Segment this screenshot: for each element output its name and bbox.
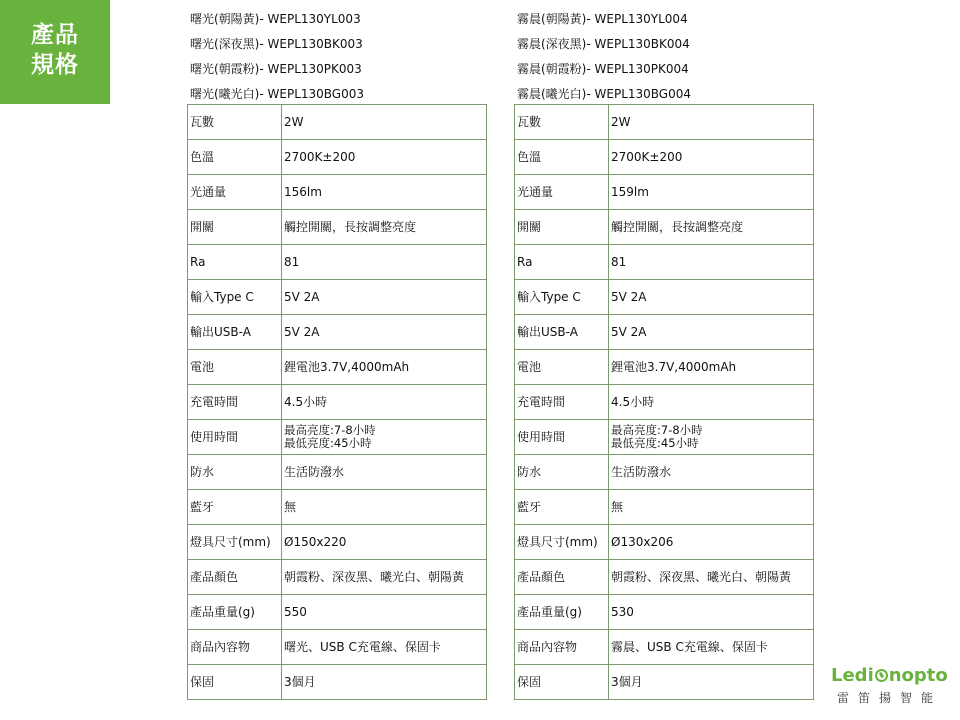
spec-value: 5V 2A xyxy=(282,280,487,315)
model-name: 霧晨(朝陽黃)- WEPL130YL004 xyxy=(517,12,688,26)
spec-value: 生活防潑水 xyxy=(609,455,814,490)
right-spec-table xyxy=(514,104,814,700)
spec-label: 電池 xyxy=(515,350,609,385)
spec-row xyxy=(188,455,487,490)
spec-label: 商品內容物 xyxy=(188,630,282,665)
spec-row xyxy=(515,420,814,455)
model-name: 霧晨(深夜黑)- WEPL130BK004 xyxy=(517,37,690,51)
spec-value: 156lm xyxy=(282,175,487,210)
spec-label: 光通量 xyxy=(188,175,282,210)
spec-value: 550 xyxy=(282,595,487,630)
spec-row xyxy=(515,630,814,665)
spec-row xyxy=(515,350,814,385)
spec-value: 朝霞粉、深夜黑、曦光白、朝陽黃 xyxy=(609,560,814,595)
badge-line-1: 產品 xyxy=(31,22,79,48)
spec-label: 色溫 xyxy=(515,140,609,175)
spec-label: 開關 xyxy=(188,210,282,245)
spec-label: 輸出USB-A xyxy=(188,315,282,350)
spec-value: 朝霞粉、深夜黑、曦光白、朝陽黃 xyxy=(282,560,487,595)
spec-row xyxy=(188,630,487,665)
spec-label: 輸入Type C xyxy=(188,280,282,315)
spec-value: 觸控開關，長按調整亮度 xyxy=(609,210,814,245)
spec-label: 瓦數 xyxy=(188,105,282,140)
spec-row xyxy=(515,525,814,560)
spec-label: 產品顏色 xyxy=(515,560,609,595)
spec-row xyxy=(188,175,487,210)
spec-value: 2W xyxy=(282,105,487,140)
spec-row xyxy=(515,140,814,175)
spec-label: 產品顏色 xyxy=(188,560,282,595)
spec-value: 81 xyxy=(282,245,487,280)
spec-value: 觸控開關，長按調整亮度 xyxy=(282,210,487,245)
right-model-list xyxy=(517,7,691,107)
spec-value: 鋰電池3.7V,4000mAh xyxy=(609,350,814,385)
spec-row xyxy=(188,280,487,315)
spec-row xyxy=(515,595,814,630)
spec-row xyxy=(188,210,487,245)
spec-label: 使用時間 xyxy=(188,420,282,455)
spec-row xyxy=(515,455,814,490)
spec-value: 2W xyxy=(609,105,814,140)
spec-value: 生活防潑水 xyxy=(282,455,487,490)
logo-text-pre: Ledi xyxy=(831,665,874,686)
model-name: 曙光(曦光白)- WEPL130BG003 xyxy=(190,87,365,101)
spec-value: 159lm xyxy=(609,175,814,210)
spec-row xyxy=(515,665,814,700)
model-name: 曙光(深夜黑)- WEPL130BK003 xyxy=(190,37,363,51)
spec-value: 3個月 xyxy=(609,665,814,700)
left-model-list xyxy=(190,7,364,107)
spec-value: 5V 2A xyxy=(609,280,814,315)
spec-value: 5V 2A xyxy=(609,315,814,350)
spec-row xyxy=(188,595,487,630)
spec-row xyxy=(515,280,814,315)
spec-label: 使用時間 xyxy=(515,420,609,455)
model-name: 霧晨(朝霞粉)- WEPL130PK004 xyxy=(517,62,689,76)
section-badge xyxy=(0,0,110,104)
spec-label: Ra xyxy=(515,245,609,280)
spec-value: Ø130x206 xyxy=(609,525,814,560)
spec-value: Ø150x220 xyxy=(282,525,487,560)
spec-row xyxy=(515,105,814,140)
spec-row xyxy=(188,665,487,700)
spec-value: 3個月 xyxy=(282,665,487,700)
spec-label: 防水 xyxy=(188,455,282,490)
model-name: 曙光(朝霞粉)- WEPL130PK003 xyxy=(190,62,362,76)
spec-row xyxy=(515,175,814,210)
spec-label: 藍牙 xyxy=(188,490,282,525)
spec-value: 曙光、USB C充電線、保固卡 xyxy=(282,630,487,665)
spec-value: 4.5小時 xyxy=(609,385,814,420)
spec-row xyxy=(188,350,487,385)
spec-label: 充電時間 xyxy=(515,385,609,420)
spec-value: 2700K±200 xyxy=(282,140,487,175)
spec-value: 最高亮度:7-8小時 最低亮度:45小時 xyxy=(282,420,487,455)
spec-label: 輸出USB-A xyxy=(515,315,609,350)
spec-row xyxy=(188,245,487,280)
logo-text-post: nopto xyxy=(888,665,948,686)
spec-label: 充電時間 xyxy=(188,385,282,420)
spec-row xyxy=(188,105,487,140)
spec-value: 霧晨、USB C充電線、保固卡 xyxy=(609,630,814,665)
left-spec-table xyxy=(187,104,487,700)
spec-value: 530 xyxy=(609,595,814,630)
spec-label: 產品重量(g) xyxy=(188,595,282,630)
logo-wordmark xyxy=(831,664,951,688)
spec-label: 商品內容物 xyxy=(515,630,609,665)
spec-row xyxy=(515,315,814,350)
spec-row xyxy=(188,140,487,175)
spec-label: 開關 xyxy=(515,210,609,245)
spec-value: 最高亮度:7-8小時 最低亮度:45小時 xyxy=(609,420,814,455)
spec-value: 81 xyxy=(609,245,814,280)
spec-row xyxy=(515,560,814,595)
spec-row xyxy=(515,490,814,525)
badge-line-2: 規格 xyxy=(31,52,79,78)
spec-value: 5V 2A xyxy=(282,315,487,350)
power-o-icon xyxy=(875,669,888,682)
spec-row xyxy=(515,210,814,245)
spec-label: 防水 xyxy=(515,455,609,490)
spec-value: 鋰電池3.7V,4000mAh xyxy=(282,350,487,385)
spec-value: 4.5小時 xyxy=(282,385,487,420)
spec-row xyxy=(188,525,487,560)
spec-row xyxy=(188,490,487,525)
spec-value: 2700K±200 xyxy=(609,140,814,175)
model-name: 曙光(朝陽黃)- WEPL130YL003 xyxy=(190,12,361,26)
spec-row xyxy=(188,315,487,350)
logo-subtitle: 雷笛揚智能 xyxy=(837,691,943,705)
spec-label: 燈具尺寸(mm) xyxy=(188,525,282,560)
spec-row xyxy=(188,560,487,595)
spec-label: 藍牙 xyxy=(515,490,609,525)
spec-label: 瓦數 xyxy=(515,105,609,140)
spec-label: 色溫 xyxy=(188,140,282,175)
spec-label: 輸入Type C xyxy=(515,280,609,315)
spec-label: 電池 xyxy=(188,350,282,385)
spec-value: 無 xyxy=(609,490,814,525)
spec-row xyxy=(515,245,814,280)
spec-row xyxy=(188,385,487,420)
spec-label: 光通量 xyxy=(515,175,609,210)
brand-logo xyxy=(831,664,951,706)
spec-label: 保固 xyxy=(188,665,282,700)
spec-row xyxy=(515,385,814,420)
spec-label: Ra xyxy=(188,245,282,280)
spec-label: 產品重量(g) xyxy=(515,595,609,630)
model-name: 霧晨(曦光白)- WEPL130BG004 xyxy=(517,87,692,101)
spec-label: 保固 xyxy=(515,665,609,700)
spec-value: 無 xyxy=(282,490,487,525)
spec-label: 燈具尺寸(mm) xyxy=(515,525,609,560)
spec-row xyxy=(188,420,487,455)
